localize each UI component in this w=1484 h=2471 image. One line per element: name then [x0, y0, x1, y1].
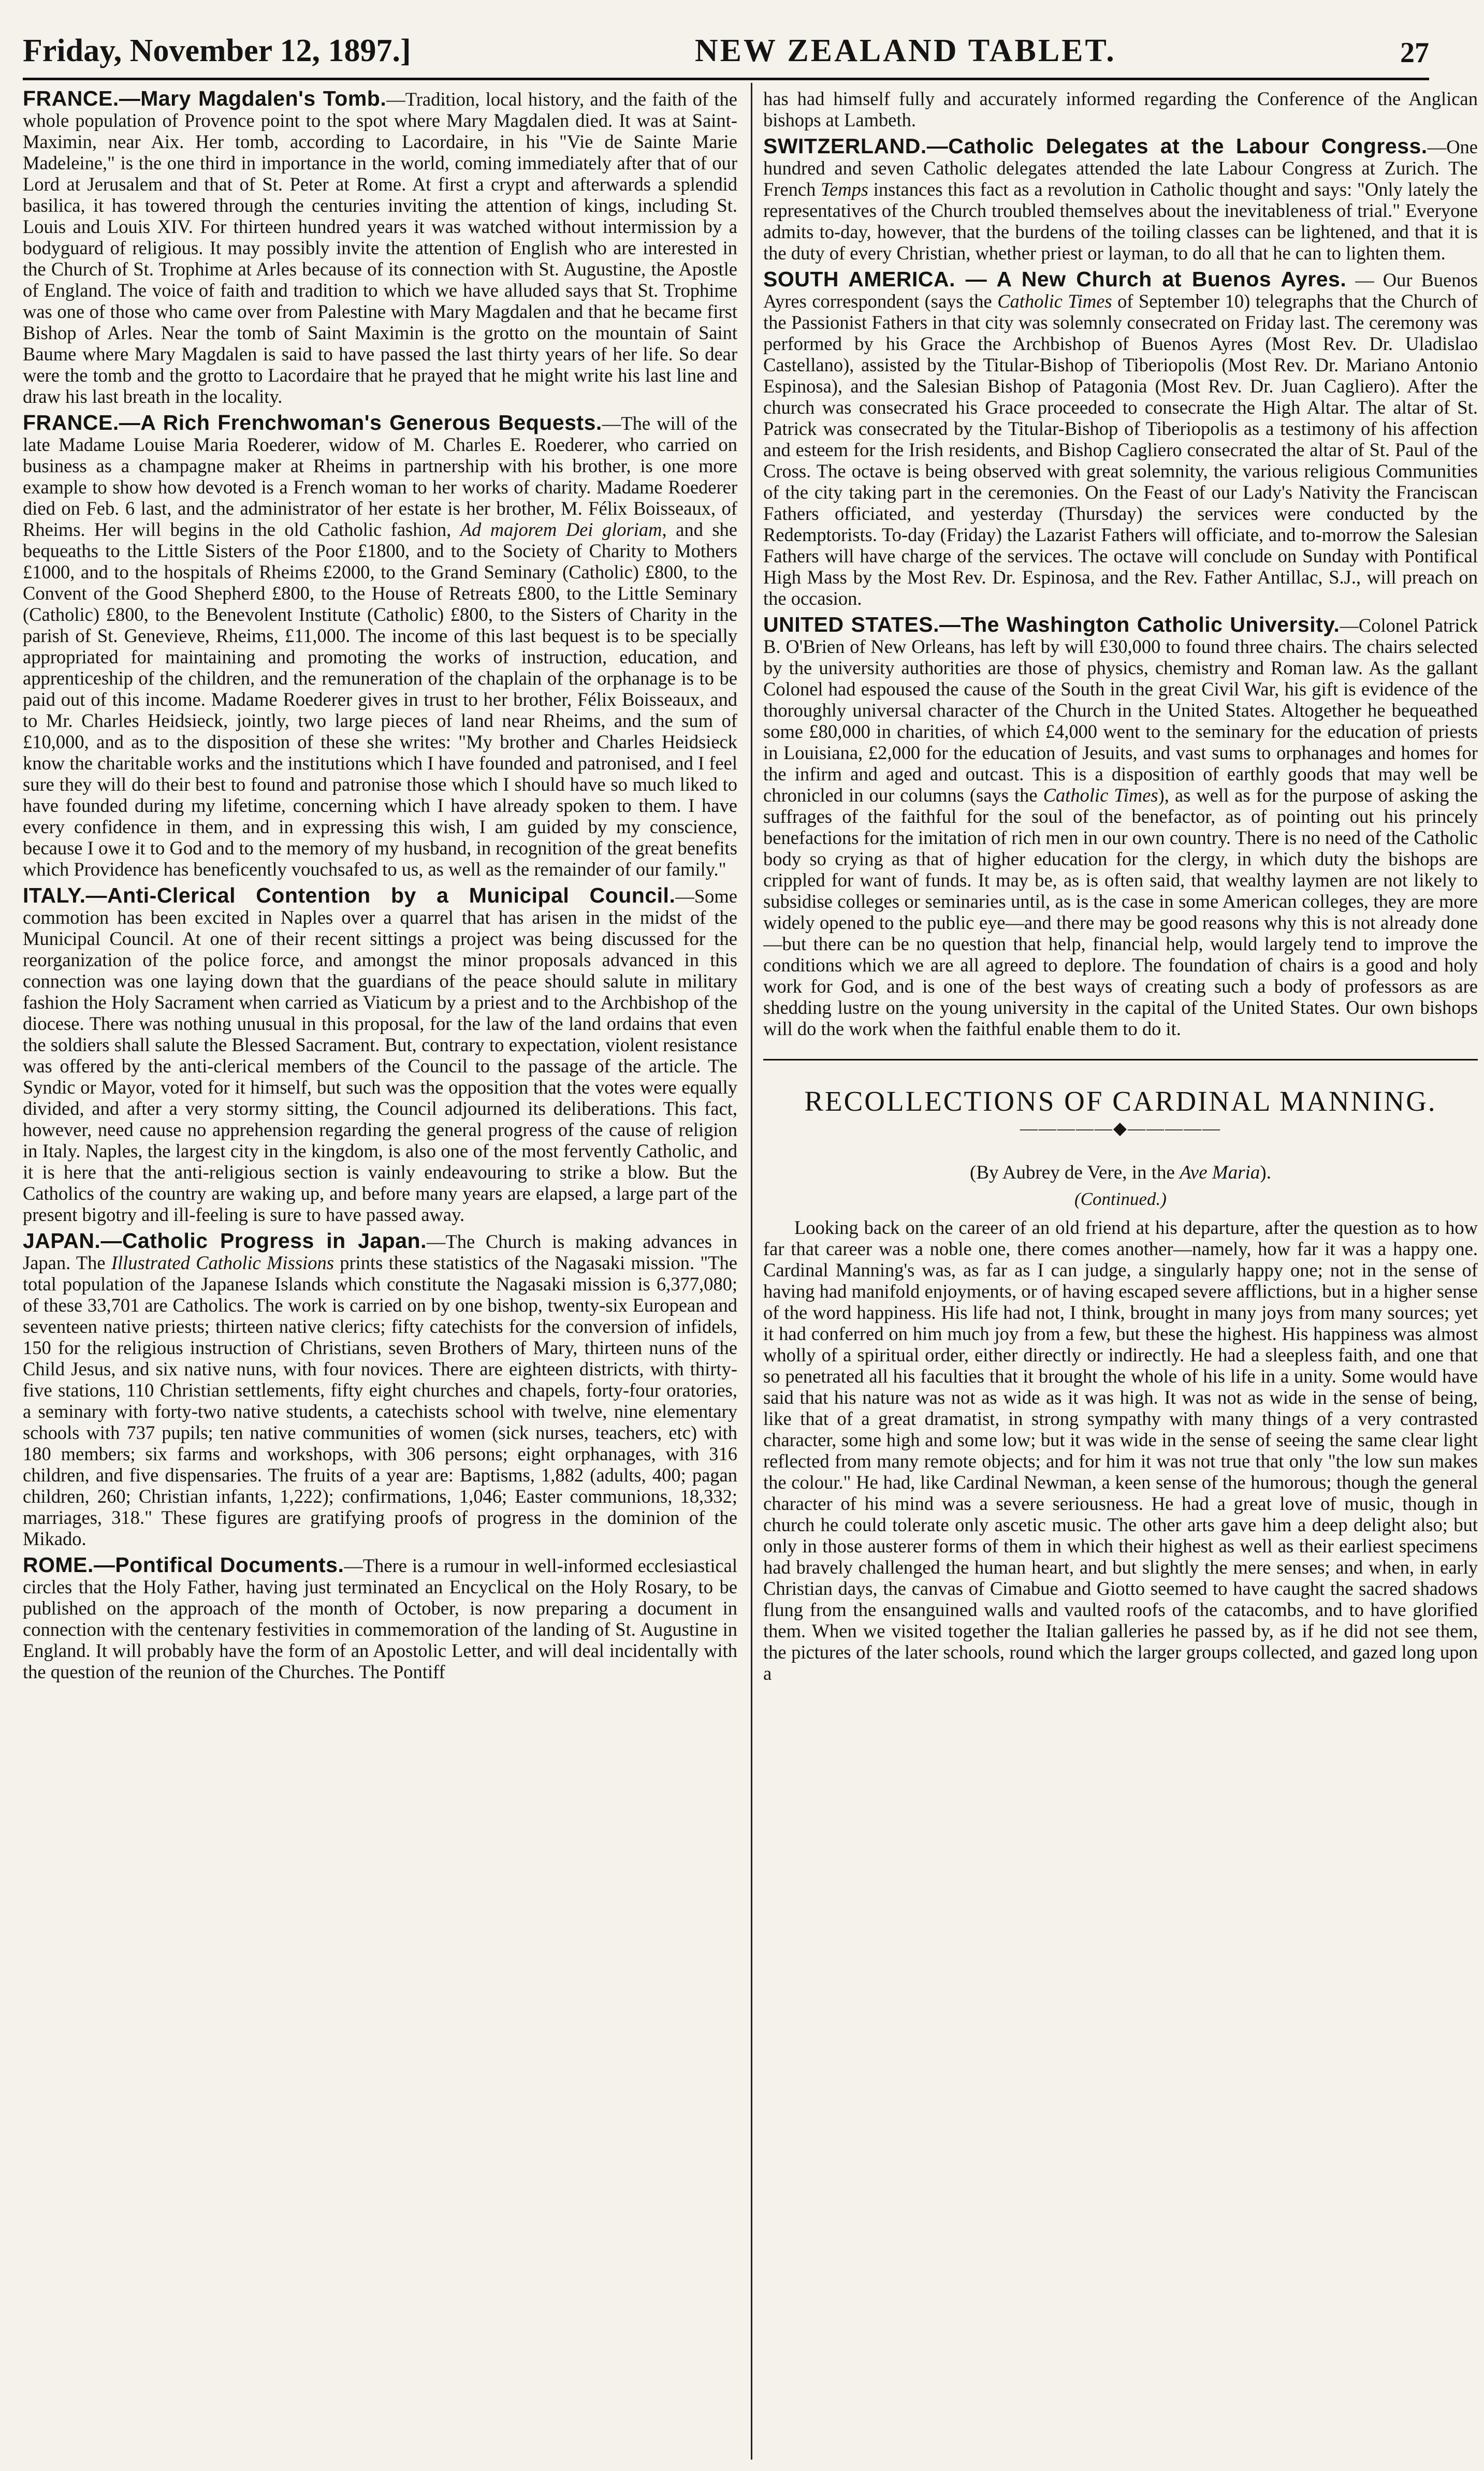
issue-date: Friday, November 12, 1897.]: [23, 33, 411, 68]
article-body: , and she bequeaths to the Little Sisters of the Poor £1800, and to the Society of Charity to Mothers £1000, and to the hospitals of Rheims £2000, to the Grand Seminary (Catholic) £800, to the Convent of the Good Shepherd £800, to the House of Retreats £800, to the Little Seminary (Catholic) £800, to the Benevolent Institute (Catholic) £800, to the Sisters of Charity in the parish of St. Genevieve, Rheims, £11,000. The income of this last bequest is to be specially appropriated for maintaining and promoting the works of instruction, education, and apprenticeship of the children, and the remuneration of the chaplain of the orphanage is to be paid out of this income. Madame Roederer gives in trust to her brother, Félix Boisseaux, and to Mr. Charles Heidsieck, jointly, two large pieces of land near Rheims, and the sum of £10,000, and as to the disposition of these she writes: "My brother and Charles Heidsieck know the charitable works and the institutions which I have founded and patronised, and I feel sure they will do their best to found and patronise those which I should have so much liked to have founded during my lifetime, concerning which I have already spoken to them. I have every confidence in them, and in expressing this wish, I am guided by my conscience, because I owe it to God and to the memory of my husband, in recognition of the great benefits which Providence has beneficently vouchsafed to us, as well as the remainder of our family.": [23, 519, 737, 880]
article-rome-continuation: [763, 88, 1478, 130]
continued-note: (Continued.): [1074, 1189, 1167, 1209]
article-rome-documents: [23, 1554, 737, 1682]
section-divider: [763, 1059, 1478, 1060]
article-body: of September 10) telegraphs that the Church of the Passionist Fathers in that city was solemnly consecrated on Friday last. The ceremony was performed by his Grace the Archbishop of Buenos Ayres (Most Rev. Dr. Uladislao Castellano), assisted by the Titular-Bishop of Tiberiopolis (Most Rev. Dr. Mariano Antonio Espinosa), and the Salesian Bishop of Patagonia (Most Rev. Dr. Juan Cagliero). After the church was consecrated his Grace proceeded to consecrate the High Altar. The altar of St. Patrick was consecrated by the Titular-Bishop of Tiberiopolis as a testimony of his affection and esteem for the Irish residents, and Bishop Cagliero consecrated the altar of St. Paul of the Cross. The octave is being observed with great solemnity, the various religious Communities of the city taking part in the ceremonies. On the Feast of our Lady's Nativity the Franciscan Fathers officiated, and yesterday (Thursday) the services were conducted by the Redemptorists. To-day (Friday) the Lazarist Fathers will officiate, and to-morrow the Salesian Fathers will have charge of the services. The octave will conclude on Sunday with Pontifical High Mass by the Most Rev. Dr. Espinosa, and the Rev. Father Antillac, S.J., will preach on the occasion.: [763, 290, 1478, 609]
newspaper-title: NEW ZEALAND TABLET.: [694, 33, 1116, 68]
masthead: [23, 33, 1429, 69]
article-publication-name: Catholic Times: [1043, 784, 1158, 806]
article-body: —Colonel Patrick B. O'Brien of New Orleans, has left by will £30,000 to found three chairs. The chairs selected by the university authorities are those of physics, chemistry and Roman law. As the gallant Colonel had espoused the cause of the South in the great Civil War, his gift is evidence of the thoroughly universal character of the Church in the United States. Altogether he bequeathed some £80,000 in charities, of which £4,000 went to the seminary for the education of priests in Louisiana, £2,000 for the education of Jesuits, and vast sums to orphanages and homes for the infirm and aged and outcast. This is a disposition of earthly goods that may well be chronicled in our columns (says the: [763, 615, 1478, 806]
article-switzerland-congress: [763, 136, 1478, 264]
byline-publication: Ave Maria: [1180, 1162, 1260, 1183]
article-japan-progress: [23, 1230, 737, 1549]
article-italy-council: [23, 885, 737, 1225]
article-body: —There is a rumour in well-informed ecclesiastical circles that the Holy Father, having just terminated an Encyclical on the Holy Rosary, to be published on the approach of the month of October, is now preparing a document in connection with the centenary festivities in commemoration of the landing of St. Augustine in England. It will probably have the form of an Apostolic Letter, and will deal incidentally with the question of the reunion of the Churches. The Pontiff: [23, 1555, 737, 1682]
page-number: 27: [1400, 37, 1429, 69]
article-body: —Tradition, local history, and the faith of the whole population of Provence point to the spot where Mary Magdalen died. It was at Saint-Maximin, near Aix. Her tomb, according to Lacordaire, in his "Vie de Sainte Marie Madeleine," is the one third in importance in the world, coming immediately after that of our Lord at Jerusalem and that of St. Peter at Rome. At first a crypt and afterwards a splendid basilica, it has towered through the centuries inviting the attention of kings, including St. Louis and Louis XIV. For thirteen hundred years it was watched without intermission by a bodyguard of religious. It may possibly invite the attention of English who are interested in the Church of St. Trophime at Arles because of its connection with St. Augustine, the Apostle of England. The voice of faith and tradition to which we have alluded says that St. Trophime was one of those who came over from Palestine with Mary Magdalen and that he became first Bishop of Arles. Near the tomb of Saint Maximin is the grotto on the mountain of Saint Baume where Mary Magdalen is said to have passed the last thirty years of her life. So dear were the tomb and the grotto to Lacordaire that he prayed that he might write his last line and draw his last breath in the locality.: [23, 89, 737, 407]
article-publication-name: Catholic Times: [997, 290, 1112, 312]
article-publication-name: Temps: [821, 179, 869, 200]
article-body: — Our Buenos Ayres correspondent (says the: [763, 269, 1478, 312]
ornament-divider: —————◆—————: [1020, 1119, 1221, 1138]
article-body: ), as well as for the purpose of asking the suffrages of the faithful for the soul of the benefactor, as of pointing out his princely benefactions for the imitation of rich men in our own country. There is no need of the Catholic body so crying as that of higher education for the clergy, in which duty the bishops are crippled for want of funds. It may be, as is often said, that wealthy laymen are not likely to subsidise colleges or seminaries until, as is the case in some American colleges, they are more widely opened to the public eye—and there may be good reasons why this is not already done—but there can be no question that help, financial help, would largely tend to improve the conditions which we are all agreed to deplore. The foundation of chairs is a good and holy work for God, and is one of the best ways of creating such a body of professors as are shedding lustre on the young university in the capital of the United States. Our own bishops will do the work when the faithful enable them to do it.: [763, 784, 1478, 1039]
article-heading: FRANCE.—A Rich Frenchwoman's Generous Bequests.: [23, 411, 602, 434]
article-body: —Some commotion has been excited in Naples over a quarrel that has arisen in the midst of the Municipal Council. At one of their recent sittings a project was being discussed for the reorganization of the police force, and amongst the minor proposals advanced in this connection was one laying down that the guardians of the peace should salute in military fashion the Holy Sacrament when carried as Viaticum by a priest and to the Archbishop of the diocese. There was nothing unusual in this proposal, for the law of the land ordains that even the soldiers shall salute the Blessed Sacrament. But, contrary to expectation, violent resistance was offered by the anti-clerical members of the Council to the passage of the article. The Syndic or Mayor, voted for it himself, but such was the opposition that the votes were equally divided, and after a very stormy sitting, the Council adjourned its deliberations. This fact, however, need cause no apprehension regarding the general progress of the cause of religion in Italy. Naples, the largest city in the kingdom, is also one of the most fervently Catholic, and it is here that the anti-religious section is vainly endeavouring to strike a blow. But the Catholics of the country are waking up, and before many years are elapsed, a large part of the present bigotry and ill-feeling is sure to have passed away.: [23, 885, 737, 1225]
article-united-states-university: [763, 614, 1478, 1039]
masthead-rule: [23, 78, 1429, 80]
essay-byline: (By Aubrey de Vere, in the Ave Maria).: [970, 1162, 1271, 1183]
article-heading: ITALY.—Anti-Clerical Contention by a Municipal Council.: [23, 883, 676, 907]
article-heading: FRANCE.—Mary Magdalen's Tomb.: [23, 88, 387, 110]
article-body: —The Church is making advances in Japan. The: [23, 1231, 737, 1273]
article-heading: JAPAN.—Catholic Progress in Japan.: [23, 1229, 427, 1253]
article-body: has had himself fully and accurately informed regarding the Conference of the Anglican bishops at Lambeth.: [763, 88, 1478, 130]
article-france-bequests: [23, 412, 737, 880]
right-column: [763, 88, 1478, 2449]
article-south-america-church: [763, 269, 1478, 609]
article-body: —One hundred and seven Catholic delegates attended the late Labour Congress at Zurich. The French: [763, 136, 1478, 200]
essay-title: RECOLLECTIONS OF CARDINAL MANNING.: [804, 1085, 1437, 1117]
article-body: —The will of the late Madame Louise Maria Roederer, widow of M. Charles E. Roederer, who carried on business as a champagne maker at Rheims in partnership with his brother, is one more example to show how devoted is a French woman to her works of charity. Madame Roederer died on Feb. 6 last, and the administrator of her estate is her brother, M. Félix Boisseaux, of Rheims. Her will begins in the old Catholic fashion,: [23, 413, 737, 540]
article-heading: ROME.—Pontifical Documents.: [23, 1553, 344, 1577]
article-latin-phrase: Ad majorem Dei gloriam: [460, 519, 662, 540]
article-body: instances this fact as a revolution in Catholic thought and says: "Only lately the representatives of the Church troubled themselves about the inevitableness of trial." Everyone admits to-day, however, that the burdens of the toiling classes can be lightened, and that it is the duty of every Christian, whether priest or layman, to do all that he can to lighten them.: [763, 179, 1478, 264]
essay-body: Looking back on the career of an old friend at his departure, after the question as to how far that career was a noble one, there comes another—namely, how far it was a happy one. Cardinal Manning's was, as far as I can judge, a singularly happy one; not in the sense of having had manifold enjoyments, or of having escaped severe afflictions, but in a higher sense of the word happiness. His life had not, I think, brought in many joys from many sources; yet it had conferred on him much joy from a few, but these the highest. His happiness was almost wholly of a spiritual order, either directly or indirectly. He had a sleepless faith, and one that so penetrated all his faculties that it brought the whole of his life in a unity. Some would have said that his nature was not as wide as it was high. It was not as wide in the sense of being, like that of a great dramatist, in strong sympathy with many things of a very contrasted character, some high and some low; but it was wide in the sense of seeing the same clear light reflected from many remote objects; and for him it was not true that only "the low sun makes the colour." He had, like Cardinal Newman, a keen sense of the humorous; though the general character of his mind was a severe seriousness. He had a great love of music, though in church he could tolerate only ascetic music. The other arts gave him a deep delight also; but only in those austerer forms of them in which their highest as well as their earliest specimens had bravely challenged the human heart, and but slightly the mere senses; and when, in early Christian days, the canvas of Cimabue and Giotto seemed to have caught the sacred shadows flung from the ensanguined walls and vaulted roofs of the catacombs, and to have glorified them. When we visited together the Italian galleries he passed by, as if he did not see them, the pictures of the later schools, round which the larger groups collected, and gazed long upon a: [763, 1217, 1478, 1684]
article-body: prints these statistics of the Nagasaki mission. "The total population of the Japanese Islands which constitute the Nagasaki mission is 6,377,080; of these 33,701 are Catholics. The work is carried on by one bishop, twenty-six European and seventeen native priests; thirteen native clerics; fifty catechists for the conversion of infidels, 150 for the religious instruction of Christians, seven Brothers of Mary, thirteen nuns of the Child Jesus, and six native nuns, with four novices. There are eighteen districts, with thirty-five stations, 110 Christian settlements, fifty eight churches and chapels, forty-four oratories, a seminary with forty-two native students, a catechists school with twelve, nine elementary schools with 737 pupils; ten native communities of women (sick nurses, teachers, etc) with 180 members; six farms and workshops, with 306 persons; eight orphanages, with 316 children, and five dispensaries. The fruits of a year are: Baptisms, 1,882 (adults, 400; pagan children, 260; Christian infants, 1,222); confirmations, 1,046; Easter communions, 18,332; marriages, 318." These figures are gratifying proofs of progress in the dominion of the Mikado.: [23, 1252, 737, 1549]
essay-cardinal-manning: [763, 1085, 1478, 1684]
article-publication-name: Illustrated Catholic Missions: [111, 1252, 334, 1273]
left-column: [23, 88, 737, 2449]
column-divider: [751, 83, 752, 2460]
article-heading: UNITED STATES.—The Washington Catholic University.: [763, 613, 1340, 636]
article-heading: SOUTH AMERICA. — A New Church at Buenos Ayres.: [763, 267, 1347, 291]
article-heading: SWITZERLAND.—Catholic Delegates at the Labour Congress.: [763, 134, 1428, 158]
article-france-magdalen: [23, 88, 737, 407]
